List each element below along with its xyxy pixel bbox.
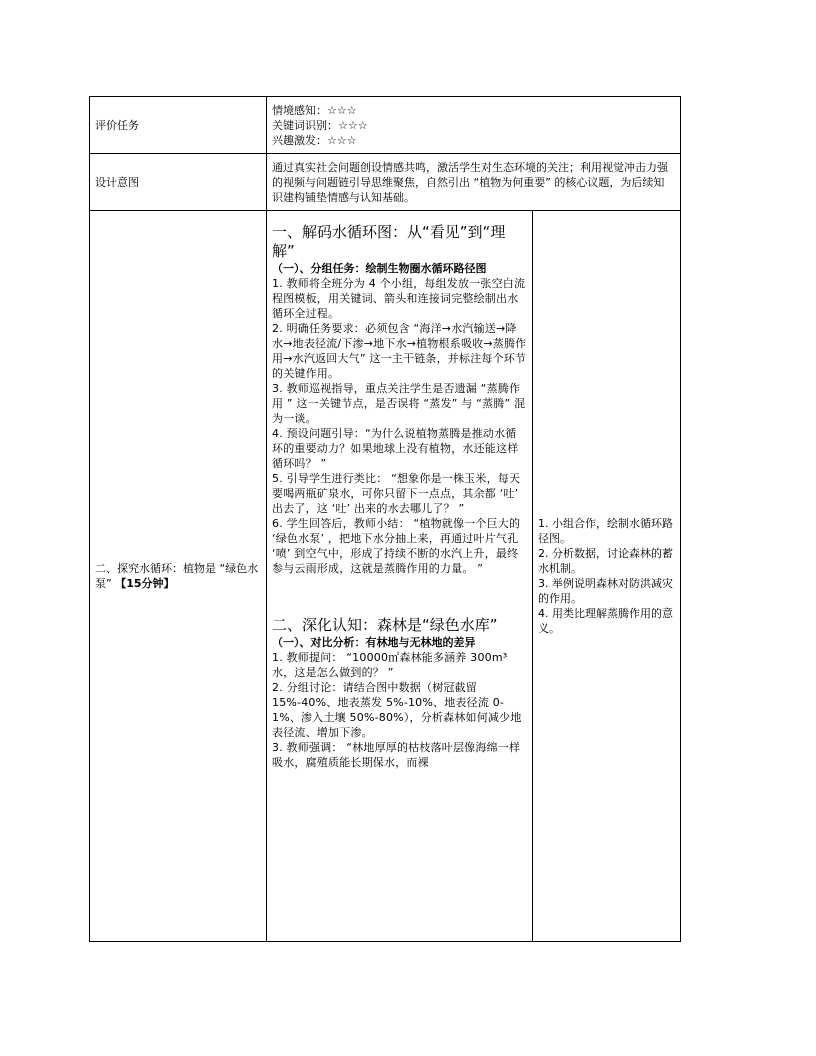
step-paragraph: 2. 明确任务要求：必须包含 “海洋→水汽输送→降水→地表径流/下渗→地下水→植物根系吸收→蒸腾作用→水汽返回大气” 这一主干链条，并标注每个环节的关键作用。 — [272, 322, 527, 380]
rating-item: 情境感知：☆☆☆ — [272, 103, 357, 117]
section-subtitle: （一）、分组任务：绘制生物圈水循环路径图 — [272, 262, 487, 275]
step-paragraph: 4. 预设问题引导：“为什么说植物蒸腾是推动水循环的重要动力？如果地球上没有植物，水还能这样循环吗？ ” — [272, 427, 519, 470]
step-paragraph: 3. 教师巡视指导，重点关注学生是否遗漏 “蒸腾作用 ” 这一关键节点，是否误将 “蒸发” 与 “蒸腾” 混为一谈。 — [272, 382, 526, 425]
evaluation-task-content — [267, 97, 681, 154]
section-title: 二、深化认知：森林是“绿色水库” — [272, 616, 498, 634]
evaluation-task-row — [90, 97, 681, 154]
activity-item: 2. 分析数据，讨论森林的蓄水机制。 — [538, 547, 673, 575]
design-intent-label: 设计意图 — [90, 154, 267, 211]
step-paragraph: 2. 分组讨论：请结合图中数据（树冠截留 15%-40%、地表蒸发 5%-10%、地表径流 0-1%、渗入土壤 50%-80%），分析森林如何减少地表径流、增加下渗。 — [272, 681, 522, 739]
step-paragraph: 5. 引导学生进行类比： “想象你是一株玉米，每天要喝两瓶矿泉水，可你只留下一点点，其余都 ‘吐’ 出去了，这 ‘吐’ 出来的水去哪儿了？ ” — [272, 472, 521, 515]
activity-item: 3. 举例说明森林对防洪减灾的作用。 — [538, 577, 673, 605]
section-title: 一、解码水循环图：从“看见”到“理解” — [272, 223, 506, 260]
student-activities-cell — [533, 211, 681, 942]
step-paragraph: 1. 教师将全班分为 4 个小组，每组发放一张空白流程图模板，用关键词、箭头和连接词完整绘制出水循环全过程。 — [272, 277, 526, 320]
lesson-plan-table — [89, 96, 681, 942]
inquiry-label — [90, 211, 267, 942]
design-intent-row — [90, 154, 681, 211]
activity-item: 4. 用类比理解蒸腾作用的意义。 — [538, 607, 673, 635]
inquiry-row — [90, 211, 681, 942]
evaluation-task-label: 评价任务 — [90, 97, 267, 154]
step-paragraph: 1. 教师提问： “10000㎡森林能多涵养 300m³水，这是怎么做到的？ ” — [272, 651, 508, 679]
section-subtitle: （一）、对比分析：有林地与无林地的差异 — [272, 636, 476, 649]
step-paragraph: 6. 学生回答后，教师小结： “植物就像一个巨大的 ‘绿色水泵’ ，把地下水分抽上来，再通过叶片气孔 ‘喷’ 到空气中，形成了持续不断的水汽上升，最终参与云雨形成，这就是蒸腾作用的力量。 ” — [272, 517, 521, 575]
activity-item: 1. 小组合作，绘制水循环路径图。 — [538, 517, 673, 545]
inquiry-label-duration: 【15分钟】 — [115, 577, 175, 590]
step-paragraph: 3. 教师强调： “林地厚厚的枯枝落叶层像海绵一样吸水，腐殖质能长期保水，而裸 — [272, 741, 521, 769]
design-intent-text: 通过真实社会问题创设情感共鸣，激活学生对生态环境的关注；利用视觉冲击力强的视频与问题链引导思维聚焦，自然引出 “植物为何重要” 的核心议题，为后续知识建构铺垫情感与认知基础。 — [267, 154, 681, 211]
teaching-process-cell — [267, 211, 533, 942]
rating-item: 关键词识别：☆☆☆ — [272, 118, 368, 132]
inquiry-label-title: 二、探究水循环：植物是 “绿色水泵” — [95, 562, 259, 590]
rating-item: 兴趣激发：☆☆☆ — [272, 133, 357, 147]
spacer — [272, 576, 527, 616]
